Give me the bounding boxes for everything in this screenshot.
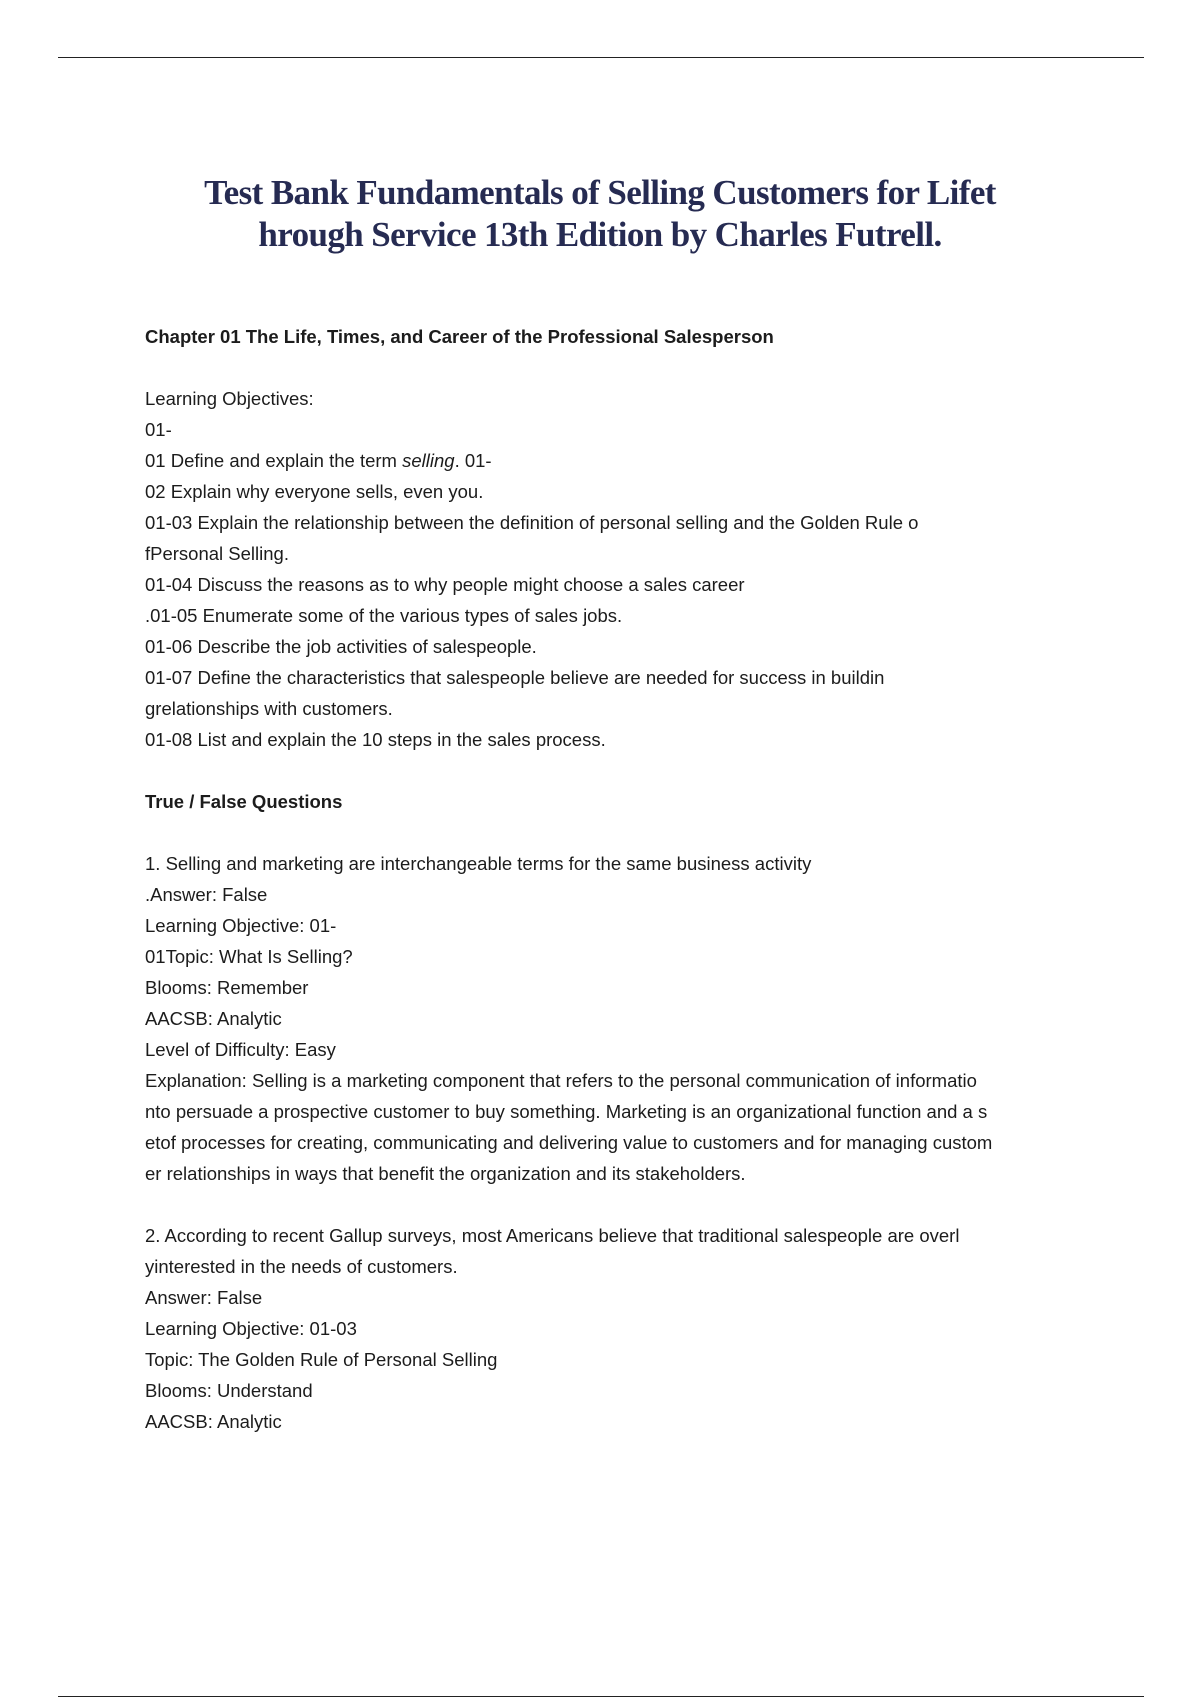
learning-objectives-heading: Learning Objectives: <box>145 388 314 409</box>
question-line: 1. Selling and marketing are interchangeable terms for the same business activity <box>145 853 812 874</box>
question-line: Level of Difficulty: Easy <box>145 1039 336 1060</box>
objective-text: . 01- <box>454 450 492 471</box>
objective-line: 01- <box>145 419 172 440</box>
objective-line: .01-05 Enumerate some of the various types of sales jobs. <box>145 605 623 626</box>
question-line: nto persuade a prospective customer to buy something. Marketing is an organizational function and a s <box>145 1101 988 1122</box>
question-line: AACSB: Analytic <box>145 1008 282 1029</box>
question-line: Answer: False <box>145 1287 263 1308</box>
spacer <box>145 817 1095 848</box>
objective-text: 01 Define and explain the term <box>145 450 403 471</box>
spacer <box>145 352 1095 383</box>
question-line: Blooms: Remember <box>145 977 309 998</box>
objective-line: 02 Explain why everyone sells, even you. <box>145 481 484 502</box>
title-line-1: Test Bank Fundamentals of Selling Customers for Lifet <box>204 173 996 212</box>
question-line: .Answer: False <box>145 884 268 905</box>
spacer <box>145 1189 1095 1220</box>
true-false-heading: True / False Questions <box>145 791 343 812</box>
question-1 <box>145 848 1095 1189</box>
objective-line: 01-08 List and explain the 10 steps in the sales process. <box>145 729 606 750</box>
document-title <box>140 172 1060 256</box>
objective-line: 01-06 Describe the job activities of salespeople. <box>145 636 537 657</box>
question-line: Learning Objective: 01-03 <box>145 1318 357 1339</box>
spacer <box>145 755 1095 786</box>
question-line: AACSB: Analytic <box>145 1411 282 1432</box>
objective-line: 01-03 Explain the relationship between the definition of personal selling and the Golden Rule o <box>145 512 919 533</box>
question-line: etof processes for creating, communicating and delivering value to customers and for managing custom <box>145 1132 993 1153</box>
question-2 <box>145 1220 1095 1437</box>
learning-objectives <box>145 383 1095 755</box>
question-line: Topic: The Golden Rule of Personal Selling <box>145 1349 498 1370</box>
objective-line: 01-04 Discuss the reasons as to why people might choose a sales career <box>145 574 745 595</box>
objective-line: 01-07 Define the characteristics that salespeople believe are needed for success in buildin <box>145 667 885 688</box>
chapter-heading: Chapter 01 The Life, Times, and Career of the Professional Salesperson <box>145 326 774 347</box>
objective-line: fPersonal Selling. <box>145 543 289 564</box>
question-line: 01Topic: What Is Selling? <box>145 946 353 967</box>
objective-term: selling <box>402 450 455 471</box>
question-line: yinterested in the needs of customers. <box>145 1256 458 1277</box>
question-line: Learning Objective: 01- <box>145 915 337 936</box>
question-line: Explanation: Selling is a marketing component that refers to the personal communication of informatio <box>145 1070 977 1091</box>
document-body <box>145 321 1095 1437</box>
bottom-rule <box>58 1696 1144 1697</box>
objective-line: grelationships with customers. <box>145 698 393 719</box>
objective-line <box>145 445 1095 476</box>
question-line: 2. According to recent Gallup surveys, most Americans believe that traditional salespeople are overl <box>145 1225 960 1246</box>
title-line-2: hrough Service 13th Edition by Charles Futrell. <box>258 215 942 254</box>
top-rule <box>58 57 1144 58</box>
question-line: Blooms: Understand <box>145 1380 313 1401</box>
question-line: er relationships in ways that benefit the organization and its stakeholders. <box>145 1163 746 1184</box>
